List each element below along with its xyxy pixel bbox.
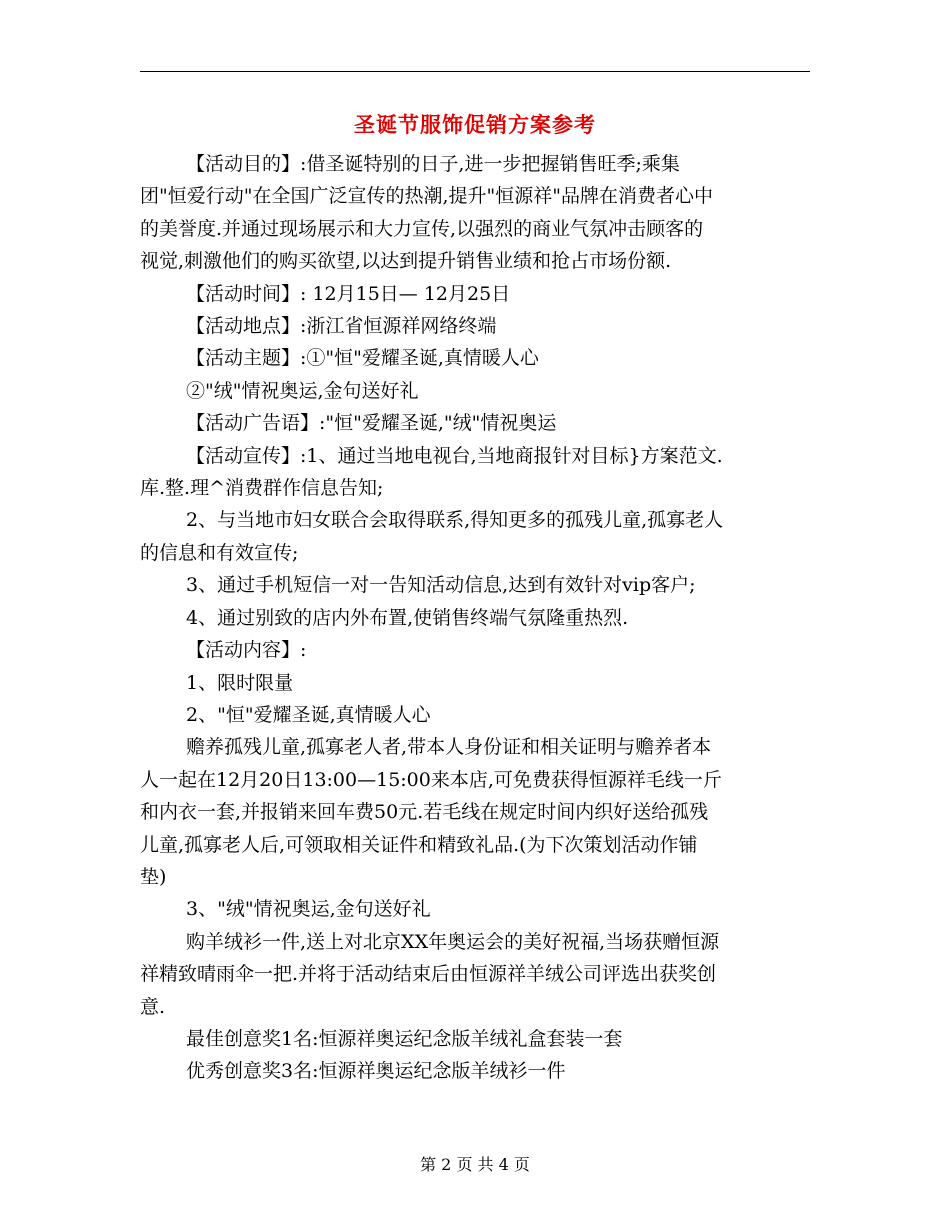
text-line: 赡养孤残儿童,孤寡老人者,带本人身份证和相关证明与赡养者本 <box>186 736 712 759</box>
text-line: 【活动主题】:①"恒"爱耀圣诞,真情暖人心 <box>186 347 539 370</box>
document-title: 圣诞节服饰促销方案参考 <box>354 112 596 137</box>
text-line: 1、限时限量 <box>186 671 294 694</box>
text-line: 祥精致晴雨伞一把.并将于活动结束后由恒源祥羊绒公司评选出获奖创 <box>140 963 717 986</box>
text-line: 4、通过别致的店内外布置,使销售终端气氛隆重热烈. <box>186 606 629 629</box>
text-line: 人一起在12月20日13:00—15:00来本店,可免费获得恒源祥毛线一斤 <box>140 768 722 791</box>
text-line: 库.整.理^消费群作信息告知; <box>140 477 384 500</box>
header-rule <box>140 71 810 72</box>
text-line: 3、"绒"情祝奥运,金句送好礼 <box>186 898 431 921</box>
text-line: 意. <box>140 995 166 1018</box>
text-line: 购羊绒衫一件,送上对北京XX年奥运会的美好祝福,当场获赠恒源 <box>186 930 720 953</box>
text-line: 【活动地点】:浙江省恒源祥网络终端 <box>186 315 497 338</box>
document-body <box>140 148 810 1088</box>
text-line: 儿童,孤寡老人后,可领取相关证件和精致礼品.(为下次策划活动作铺 <box>140 833 698 856</box>
text-line: 优秀创意奖3名:恒源祥奥运纪念版羊绒衫一件 <box>186 1060 566 1083</box>
text-line: 【活动内容】: <box>186 639 307 662</box>
page-number: 第 2 页 共 4 页 <box>420 1155 530 1174</box>
text-line: 的美誉度.并通过现场展示和大力宣传,以强烈的商业气氛冲击顾客的 <box>140 217 704 240</box>
text-line: 和内衣一套,并报销来回车费50元.若毛线在规定时间内织好送给孤残 <box>140 801 709 824</box>
text-line: 【活动广告语】:"恒"爱耀圣诞,"绒"情祝奥运 <box>186 412 557 435</box>
text-line: 2、与当地市妇女联合会取得联系,得知更多的孤残儿童,孤寡老人 <box>186 509 724 532</box>
text-line: 视觉,刺激他们的购买欲望,以达到提升销售业绩和抢占市场份额. <box>140 250 672 273</box>
text-line: 的信息和有效宣传; <box>140 541 299 564</box>
text-line: ②"绒"情祝奥运,金句送好礼 <box>186 379 419 402</box>
text-line: 垫) <box>140 865 167 888</box>
text-line: 【活动时间】: 12月15日— 12月25日 <box>186 282 511 305</box>
text-line: 2、"恒"爱耀圣诞,真情暖人心 <box>186 703 431 726</box>
text-line: 最佳创意奖1名:恒源祥奥运纪念版羊绒礼盒套装一套 <box>186 1027 623 1050</box>
text-line: 3、通过手机短信一对一告知活动信息,达到有效针对vip客户; <box>186 574 696 597</box>
text-line: 【活动目的】:借圣诞特别的日子,进一步把握销售旺季;乘集 <box>186 153 680 175</box>
text-line: 【活动宣传】:1、通过当地电视台,当地商报针对目标}方案范文. <box>186 444 723 467</box>
text-line: 团"恒爱行动"在全国广泛宣传的热潮,提升"恒源祥"品牌在消费者心中 <box>140 185 713 208</box>
